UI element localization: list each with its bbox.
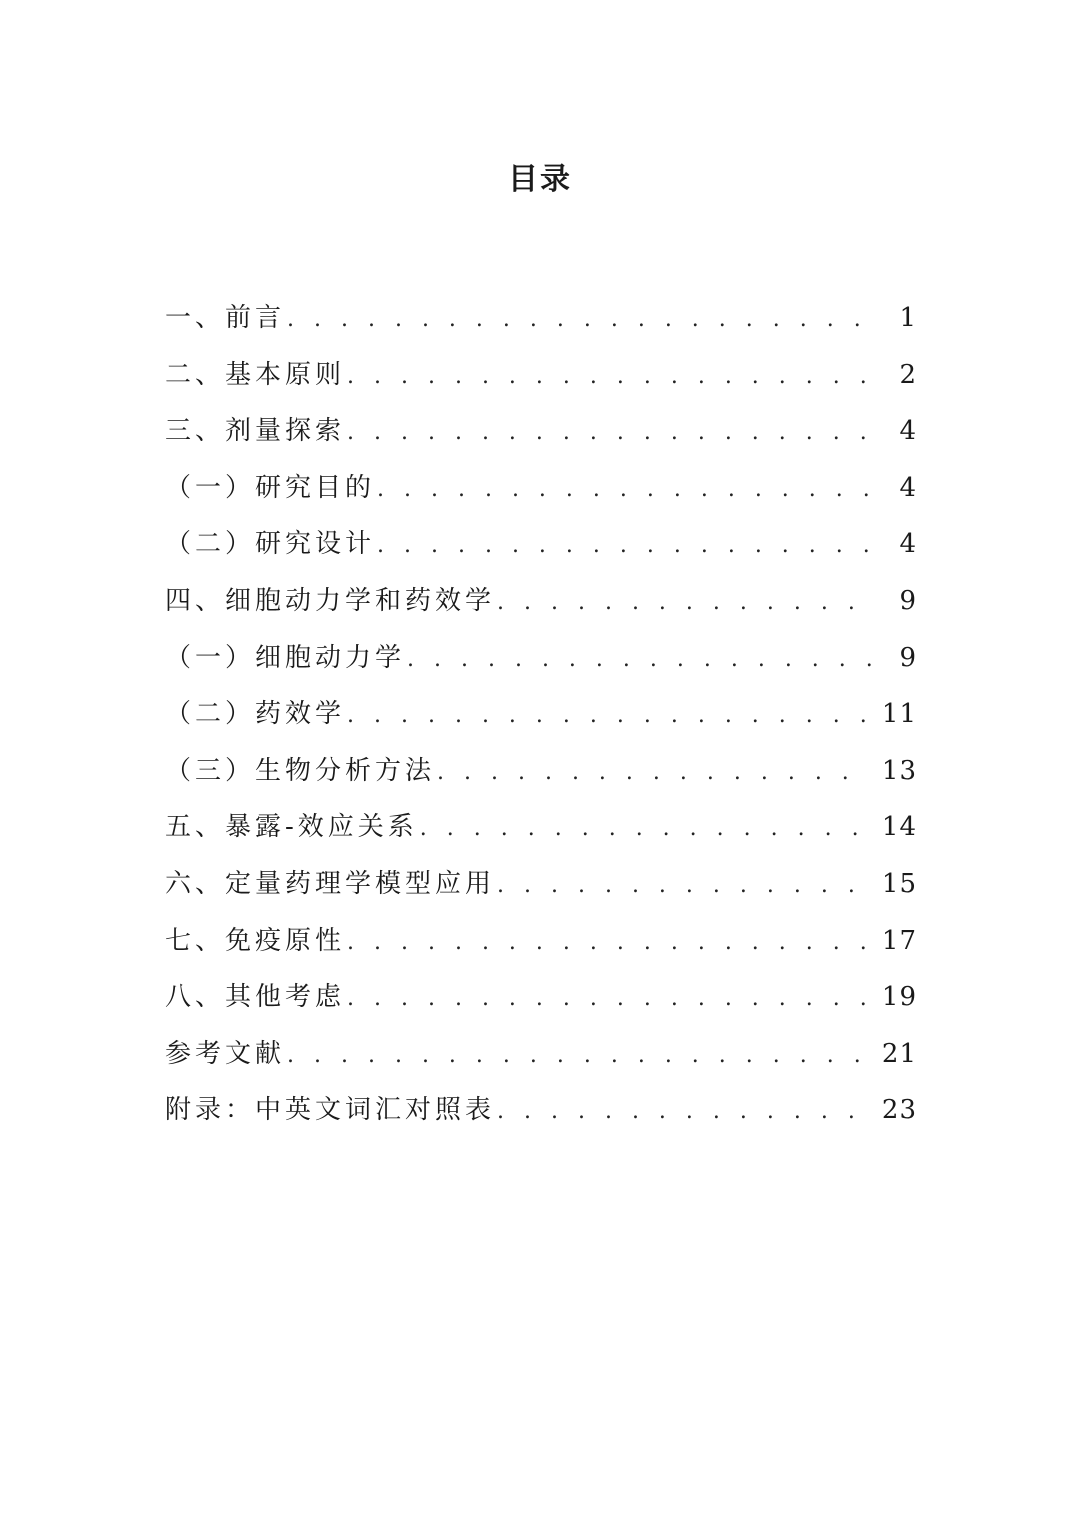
toc-entry-exposure-response[interactable] [165,805,917,862]
toc-entry-preface[interactable] [165,296,917,353]
toc-entry-label: 六、定量药理学模型应用 [165,868,496,899]
toc-entry-dose-exploration[interactable] [165,409,917,466]
toc-dot-leader [347,694,868,738]
toc-dot-leader [347,921,868,965]
toc-entry-label: 三、剂量探索 [165,416,346,447]
toc-entry-page: 4 [899,416,917,447]
toc-entry-page: 9 [899,642,917,673]
toc-entry-label: 八、其他考虑 [165,982,346,1013]
table-of-contents [165,296,917,1145]
toc-dot-leader [497,581,873,625]
toc-entry-research-purpose[interactable] [165,466,917,523]
toc-entry-page: 9 [899,585,917,616]
toc-entry-page: 1 [899,303,917,333]
toc-entry-label: （一）研究目的 [165,472,376,503]
toc-entry-page: 21 [881,1038,917,1069]
toc-entry-page: 4 [899,472,917,503]
toc-entry-bioanalytical-methods[interactable] [165,749,917,806]
toc-entry-page: 23 [881,1095,917,1126]
toc-dot-leader [287,298,873,342]
toc-entry-page: 19 [881,982,917,1013]
toc-dot-leader [287,1034,868,1078]
toc-dot-leader [347,411,873,455]
toc-entry-pharmacodynamics[interactable] [165,692,917,749]
toc-dot-leader [407,638,873,682]
toc-entry-page: 13 [881,755,917,786]
toc-entry-label: （一）细胞动力学 [165,642,406,673]
toc-entry-label: 五、暴露-效应关系 [165,812,418,843]
toc-entry-basic-principles[interactable] [165,353,917,410]
toc-entry-label: 二、基本原则 [165,359,346,390]
toc-entry-label: 七、免疫原性 [165,925,346,956]
toc-entry-cell-kinetics[interactable] [165,636,917,693]
toc-entry-references[interactable] [165,1032,917,1089]
toc-entry-label: （二）药效学 [165,699,346,730]
toc-entry-research-design[interactable] [165,522,917,579]
toc-dot-leader [420,807,868,851]
toc-dot-leader [347,977,868,1021]
toc-entry-label: （二）研究设计 [165,529,376,560]
toc-entry-appendix-glossary[interactable] [165,1088,917,1145]
toc-entry-page: 15 [881,868,917,899]
toc-dot-leader [437,751,868,795]
toc-entry-page: 2 [899,359,917,390]
toc-entry-page: 4 [899,529,917,560]
toc-dot-leader [377,524,873,568]
toc-entry-page: 14 [881,812,917,843]
toc-entry-label: （三）生物分析方法 [165,755,436,786]
toc-dot-leader [347,355,873,399]
toc-dot-leader [497,864,868,908]
toc-entry-label: 参考文献 [165,1038,286,1069]
page-title: 目录 [508,162,572,197]
toc-entry-other-considerations[interactable] [165,975,917,1032]
toc-entry-label: 附录：中英文词汇对照表 [165,1095,496,1126]
toc-entry-label: 一、前言 [165,303,286,333]
toc-entry-page: 11 [881,699,917,730]
toc-entry-label: 四、细胞动力学和药效学 [165,585,496,616]
toc-entry-cell-kinetics-and-pharmacodynamics[interactable] [165,579,917,636]
toc-entry-immunogenicity[interactable] [165,919,917,976]
toc-dot-leader [377,468,873,512]
toc-entry-page: 17 [881,925,917,956]
toc-dot-leader [497,1090,868,1134]
toc-entry-quantitative-pharmacology-models[interactable] [165,862,917,919]
